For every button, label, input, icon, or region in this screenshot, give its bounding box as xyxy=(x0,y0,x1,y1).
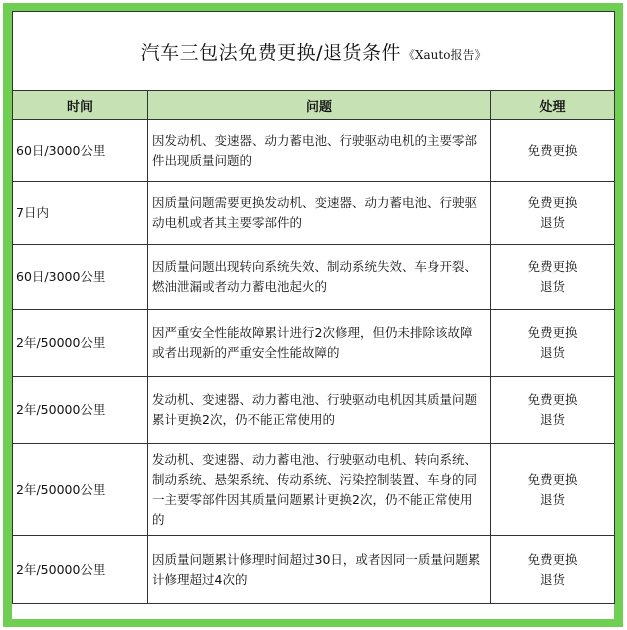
issue-cell: 因质量问题累计修理时间超过30日，或者因同一质量问题累计修理超过4次的 xyxy=(148,536,491,604)
action-label: 免费更换 xyxy=(527,259,578,274)
table-row xyxy=(13,245,615,310)
action-label: 退货 xyxy=(540,571,566,587)
action-cell xyxy=(491,377,615,444)
table-title xyxy=(13,12,615,91)
issue-cell: 因质量问题出现转向系统失效、制动系统失效、车身开裂、燃油泄漏或者动力蓄电池起火的 xyxy=(148,245,491,310)
action-label: 免费更换 xyxy=(527,142,578,158)
table-row xyxy=(13,310,615,377)
issue-cell: 因严重安全性能故障累计进行2次修理，但仍未排除该故障或者出现新的严重安全性能故障的 xyxy=(148,310,491,377)
action-cell xyxy=(491,182,615,245)
issue-cell: 因发动机、变速器、动力蓄电池、行驶驱动电机的主要零部件出现质量问题的 xyxy=(148,120,491,182)
header-time: 时间 xyxy=(13,91,148,120)
action-label: 退货 xyxy=(540,491,566,507)
title-main: 汽车三包法免费更换/退货条件 xyxy=(140,41,401,64)
header-issue: 问题 xyxy=(148,91,491,120)
header-action: 处理 xyxy=(491,91,615,120)
action-cell xyxy=(491,120,615,182)
time-cell: 2年/50000公里 xyxy=(13,536,148,604)
table-row xyxy=(13,182,615,245)
action-label: 退货 xyxy=(540,412,566,427)
time-cell: 60日/3000公里 xyxy=(13,245,148,310)
warranty-table xyxy=(12,11,615,604)
action-label: 退货 xyxy=(540,279,566,294)
action-cell xyxy=(491,536,615,604)
action-cell xyxy=(491,310,615,377)
table-row xyxy=(13,536,615,604)
time-cell: 2年/50000公里 xyxy=(13,310,148,377)
time-cell: 2年/50000公里 xyxy=(13,444,148,536)
time-cell: 2年/50000公里 xyxy=(13,377,148,444)
issue-cell: 发动机、变速器、动力蓄电池、行驶驱动电机因其质量问题累计更换2次，仍不能正常使用的 xyxy=(148,377,491,444)
action-cell xyxy=(491,444,615,536)
title-source: 《Xauto报告》 xyxy=(402,47,487,62)
action-cell xyxy=(491,245,615,310)
action-label: 免费更换 xyxy=(527,392,578,407)
action-label: 免费更换 xyxy=(527,551,578,567)
header-row xyxy=(13,91,615,120)
time-cell: 60日/3000公里 xyxy=(13,120,148,182)
action-label: 免费更换 xyxy=(527,325,578,340)
issue-cell: 发动机、变速器、动力蓄电池、行驶驱动电机、转向系统、制动系统、悬架系统、传动系统、污染控制装置、车身的同一主要零部件因其质量问题累计更换2次，仍不能正常使用的 xyxy=(148,444,491,536)
issue-cell: 因质量问题需要更换发动机、变速器、动力蓄电池、行驶驱动电机或者其主要零部件的 xyxy=(148,182,491,245)
table-row xyxy=(13,444,615,536)
table-row xyxy=(13,120,615,182)
table-sheet xyxy=(12,11,614,619)
action-label: 退货 xyxy=(540,345,566,360)
action-label: 免费更换 xyxy=(527,471,578,487)
time-cell: 7日内 xyxy=(13,182,148,245)
table-row xyxy=(13,377,615,444)
action-label: 免费更换 xyxy=(527,195,578,210)
green-frame xyxy=(3,3,623,627)
action-label: 退货 xyxy=(540,215,566,230)
